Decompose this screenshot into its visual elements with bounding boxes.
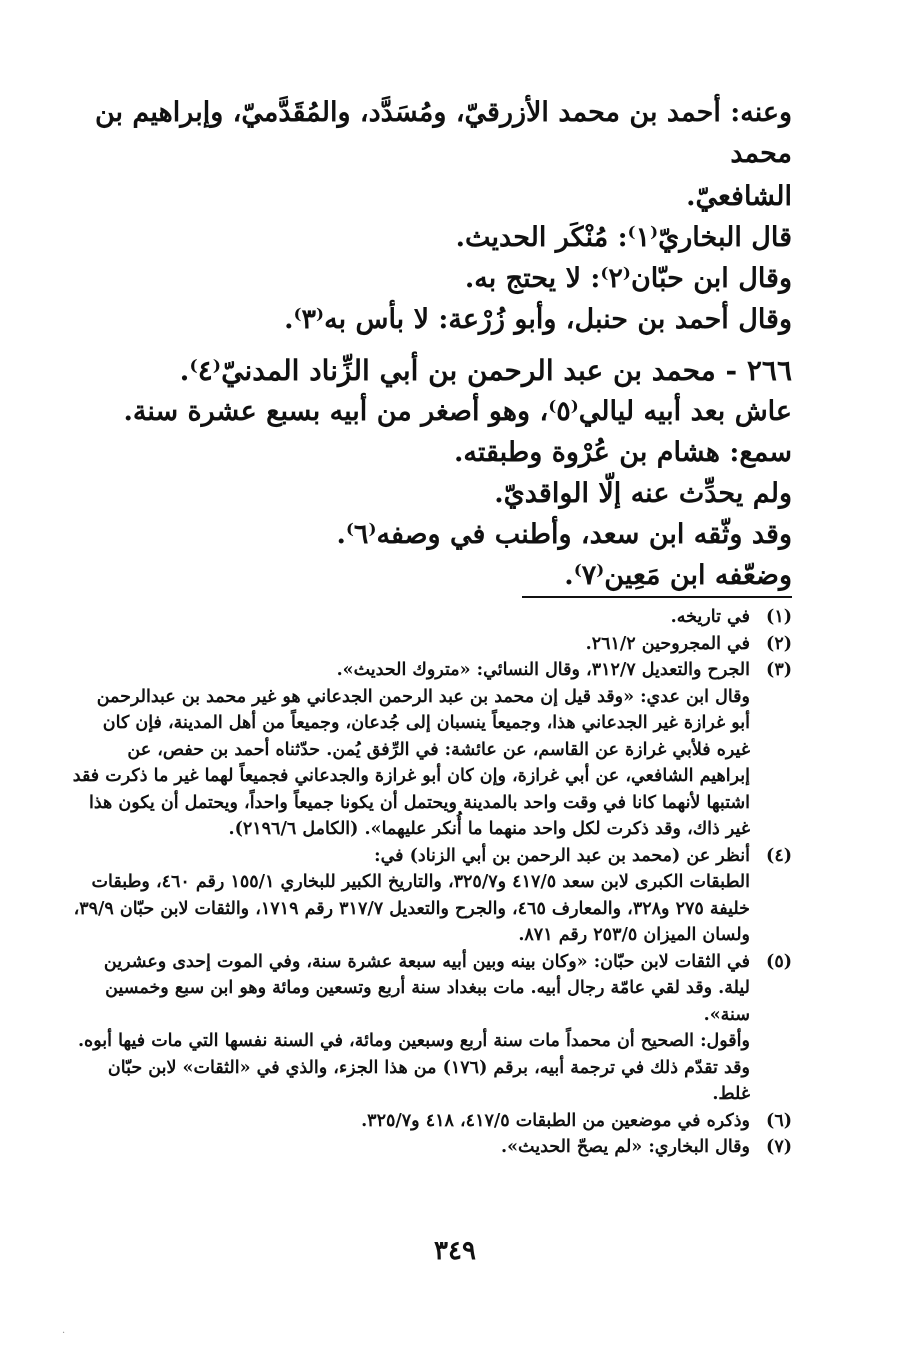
text-line: وقد وثّقه ابن سعد، وأطنب في وصفه⁽٦⁾. <box>336 519 792 550</box>
footnote-body <box>72 1108 750 1135</box>
footnote-number: (٦) <box>766 1110 792 1131</box>
text-line: وضعّفه ابن مَعِين⁽٧⁾. <box>564 560 792 591</box>
footnote-number: (٥) <box>766 951 792 972</box>
footnote-number: (٧) <box>766 1137 792 1157</box>
footnote-text: في تاريخه. <box>670 607 750 627</box>
footnote <box>72 949 792 1108</box>
footnote-text: وقال ابن عدي: «وقد قيل إن محمد بن عبد الرحمن الجدعاني هو غير محمد بن عبدالرحمن أبو غرازة غير الجدعاني هذا، وجميعاً ينسبان إلى جُدعان، وجميعاً من أهل المدينة، فإن كان غيره فلأبي غرازة عن القاسم، عن عائشة: في الرِّفق يُمن. حدّثناه أحمد بن حفص، عن إبراهيم الشافعي، عن أبي غرازة، وإن كان أبو غرازة والجدعاني فجميعاً لهما غير ما ذكرت فقد اشتبها لأنهما كانا في وقت واحد بالمدينة ويحتمل أن يكونا جميعاً واحداً، ويحتمل أن يكون هذا غير ذاك، وقد ذكرت لكل واحد منهما ما أُنكر عليهما». (الكامل ٢١٩٦/٦). <box>72 686 750 839</box>
scan-speck: · <box>62 1328 66 1339</box>
footnote-body <box>72 1134 750 1161</box>
text-line: ولم يحدِّث عنه إلّا الواقديّ. <box>494 478 792 509</box>
footnote <box>72 631 792 658</box>
entry-title: ٢٦٦ - محمد بن عبد الرحمن بن أبي الزِّناد المدنيّ⁽٤⁾. <box>179 354 792 387</box>
footnote <box>72 1108 792 1135</box>
footnote-text: وأقول: الصحيح أن محمداً مات سنة أربع وسبعين ومائة، في السنة نفسها التي مات فيها أبوه. وقد تقدّم ذلك في ترجمة أبيه، برقم (١٧٦) من هذا الجزء، والذي في «الثقات» لابن حبّان غلط. <box>77 1031 750 1104</box>
text-line: عاش بعد أبيه ليالي⁽٥⁾، وهو أصغر من أبيه بسبع عشرة سنة. <box>123 396 792 427</box>
footnote <box>72 657 792 843</box>
text-line: وقال ابن حبّان⁽٢⁾: لا يحتج به. <box>464 263 792 294</box>
footnote <box>72 604 792 631</box>
footnote <box>72 1134 792 1161</box>
footnote-number: (٢) <box>766 633 792 654</box>
footnote-body <box>72 843 750 949</box>
footnote <box>72 843 792 949</box>
footnote-text: في المجروحين ٢٦١/٢. <box>585 633 750 654</box>
footnote-body <box>72 631 750 658</box>
footnote-number: (٣) <box>766 660 792 680</box>
footnotes <box>72 604 792 1161</box>
text-line: قال البخاريّ⁽١⁾: مُنْكَر الحديث. <box>455 222 792 253</box>
intro-continuation: الشافعيّ. <box>686 181 792 212</box>
footnote-number: (٤) <box>766 845 792 866</box>
text-line: وقال أحمد بن حنبل، وأبو زُرْعة: لا بأس به⁽٣⁾. <box>284 304 792 335</box>
footnote-text: الجرح والتعديل ٣١٢/٧، وقال النسائي: «متروك الحديث». <box>336 660 750 680</box>
footnote-text: الطبقات الكبرى لابن سعد ٤١٧/٥ و٣٢٥/٧، والتاريخ الكبير للبخاري ١٥٥/١ رقم ٤٦٠، وطبقات خليفة ٢٧٥ و٣٢٨، والمعارف ٤٦٥، والجرح والتعديل ٣١٧/٧ رقم ١٧١٩، والثقات لابن حبّان ٣٩/٩، ولسان الميزان ٢٥٣/٥ رقم ٨٧١. <box>73 872 750 945</box>
text-line: سمع: هشام بن عُرْوة وطبقته. <box>453 437 792 468</box>
main-text <box>92 92 792 596</box>
footnote-body <box>72 949 750 1108</box>
footnote-divider <box>522 596 792 598</box>
footnote-text: وذكره في موضعين من الطبقات ٤١٧/٥، ٤١٨ و٣٢٥/٧. <box>361 1110 750 1131</box>
page-number: ٣٤٩ <box>434 1236 476 1266</box>
footnote-text: أنظر عن (محمد بن عبد الرحمن بن أبي الزناد) في: <box>374 845 750 866</box>
footnote-body <box>72 604 750 631</box>
footnote-body <box>72 657 750 843</box>
footnote-text: وقال البخاري: «لم يصحّ الحديث». <box>501 1137 750 1157</box>
footnote-text: في الثقات لابن حبّان: «وكان بينه وبين أبيه سبعة عشرة سنة، وفي الموت إحدى وعشرين ليلة. وقد لقي عامّة رجال أبيه. مات ببغداد سنة أربع وتسعين ومائة وهو ابن سبع وخمسين سنة». <box>103 951 750 1025</box>
footnote-number: (١) <box>766 607 792 627</box>
intro-line: وعنه: أحمد بن محمد الأزرقيّ، ومُسَدَّد، والمُقَدَّميّ، وإبراهيم بن محمد <box>94 97 792 169</box>
